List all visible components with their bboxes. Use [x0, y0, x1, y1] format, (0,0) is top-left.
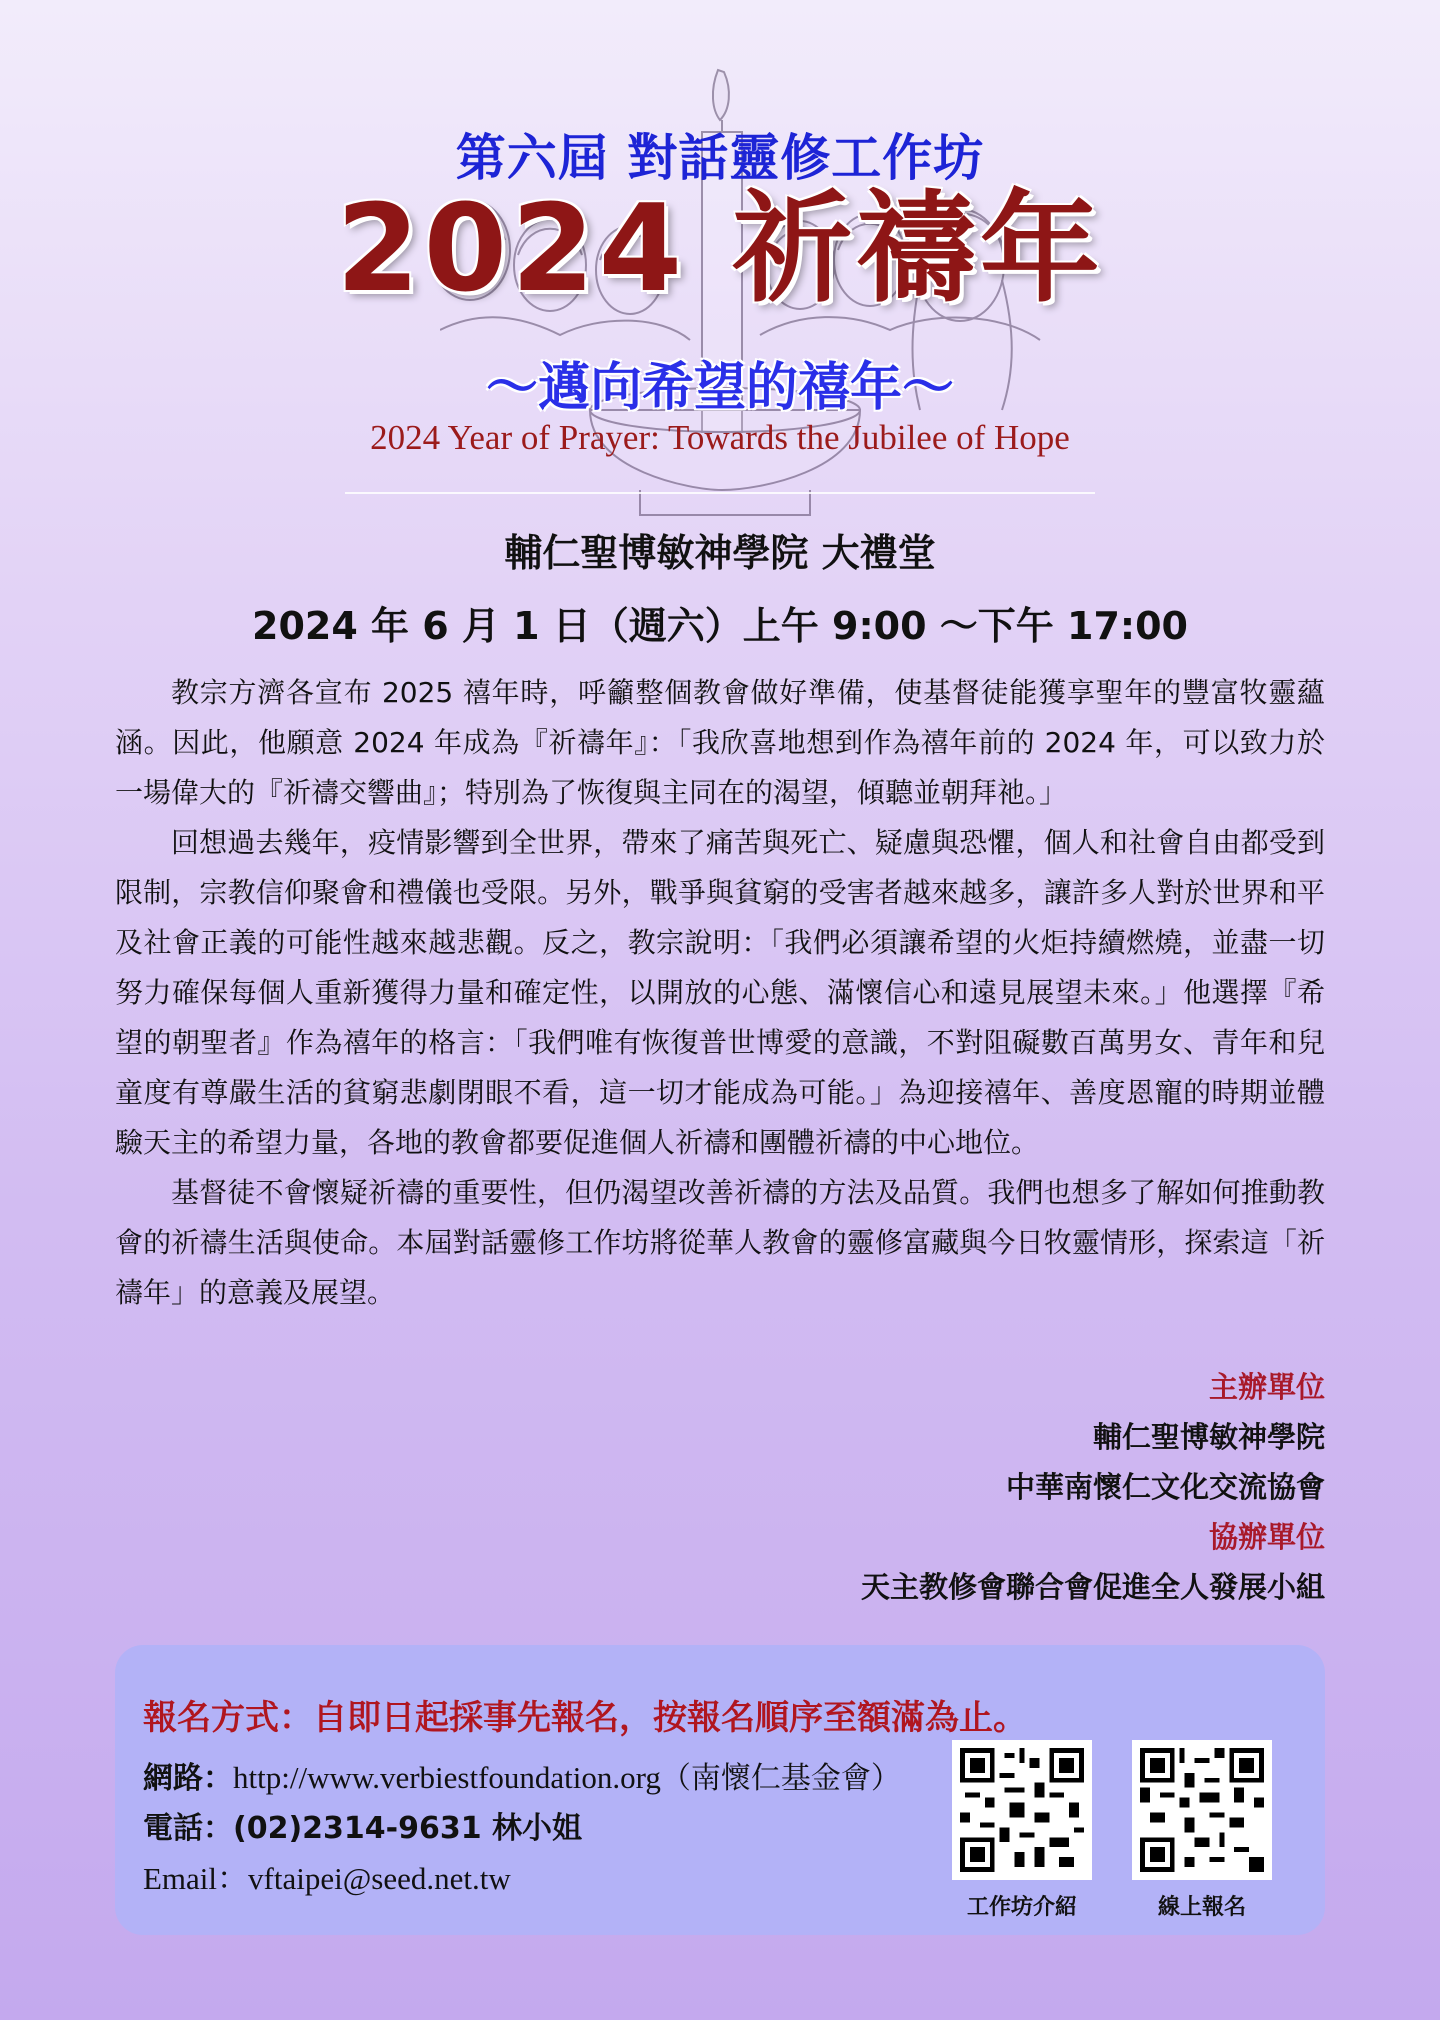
- qr-code-icon[interactable]: [952, 1740, 1092, 1880]
- body-text: [115, 668, 1325, 1318]
- co-host-organization: 天主教修會聯合會促進全人發展小組: [860, 1570, 1325, 1604]
- email-label: Email：: [143, 1861, 249, 1896]
- venue: 輔仁聖博敏神學院 大禮堂: [504, 531, 936, 575]
- workshop-series-title: 第六屆 對話靈修工作坊: [455, 129, 985, 187]
- event-datetime: 2024 年 6 月 1 日（週六）上午 9:00 ～下午 17:00: [252, 604, 1188, 648]
- paragraph: 回想過去幾年，疫情影響到全世界，帶來了痛苦與死亡、疑慮與恐懼，個人和社會自由都受到限制，宗教信仰聚會和禮儀也受限。另外，戰爭與貧窮的受害者越來越多，讓許多人對於世界和平及社會正義的可能性越來越悲觀。反之，教宗說明：「我們必須讓希望的火炬持續燃燒，並盡一切努力確保每個人重新獲得力量和確定性，以開放的心態、滿懷信心和遠見展望未來。」他選擇『希望的朝聖者』作為禧年的格言：「我們唯有恢復普世博愛的意識，不對阻礙數百萬男女、青年和兒童度有尊嚴生活的貧窮悲劇閉眼不看，這一切才能成為可能。」為迎接禧年、善度恩寵的時期並體驗天主的希望力量，各地的教會都要促進個人祈禱和團體祈禱的中心地位。: [115, 826, 1325, 1159]
- co-host-heading: 協辦單位: [1208, 1520, 1325, 1554]
- english-title: 2024 Year of Prayer: Towards the Jubilee of Hope: [370, 418, 1070, 457]
- phone-number: (02)2314-9631 林小姐: [233, 1811, 583, 1846]
- qr-label-registration: 線上報名: [1157, 1895, 1246, 1920]
- email-link[interactable]: vftaipei@seed.net.tw: [248, 1861, 511, 1896]
- host-heading: 主辦單位: [1208, 1370, 1325, 1404]
- website-line: [143, 1753, 901, 1797]
- registration-box: [115, 1645, 1325, 1935]
- tagline: ～邁向希望的禧年～: [485, 358, 954, 418]
- website-link[interactable]: http://www.verbiestfoundation.org: [233, 1760, 661, 1795]
- email-line: [143, 1853, 511, 1898]
- paragraph: 基督徒不會懷疑祈禱的重要性，但仍渴望改善祈禱的方法及品質。我們也想多了解如何推動教會的祈禱生活與使命。本屆對話靈修工作坊將從華人教會的靈修富藏與今日牧靈情形，探索這「祈禱年」的意義及展望。: [115, 1176, 1325, 1309]
- organizers: [861, 1362, 1325, 1612]
- phone-label: 電話：: [143, 1811, 233, 1846]
- qr-code-icon[interactable]: [1132, 1740, 1272, 1880]
- registration-title: 報名方式：自即日起採事先報名，按報名順序至額滿為止。: [143, 1698, 1027, 1738]
- host-organization: 中華南懷仁文化交流協會: [1005, 1470, 1325, 1504]
- main-title: 2024 祈禱年: [336, 180, 1104, 319]
- qr-label-workshop: 工作坊介紹: [966, 1895, 1077, 1920]
- website-note: （南懷仁基金會）: [660, 1761, 901, 1796]
- host-organization: 輔仁聖博敏神學院: [1092, 1420, 1325, 1454]
- divider: [345, 492, 1095, 494]
- website-label: 網路：: [143, 1761, 233, 1796]
- paragraph: 教宗方濟各宣布 2025 禧年時，呼籲整個教會做好準備，使基督徒能獲享聖年的豐富牧靈蘊涵。因此，他願意 2024 年成為『祈禱年』：「我欣喜地想到作為禧年前的 2024 年，可以致力於一場偉大的『祈禱交響曲』；特別為了恢復與主同在的渴望，傾聽並朝拜祂。」: [115, 676, 1325, 809]
- phone-line: [143, 1803, 582, 1847]
